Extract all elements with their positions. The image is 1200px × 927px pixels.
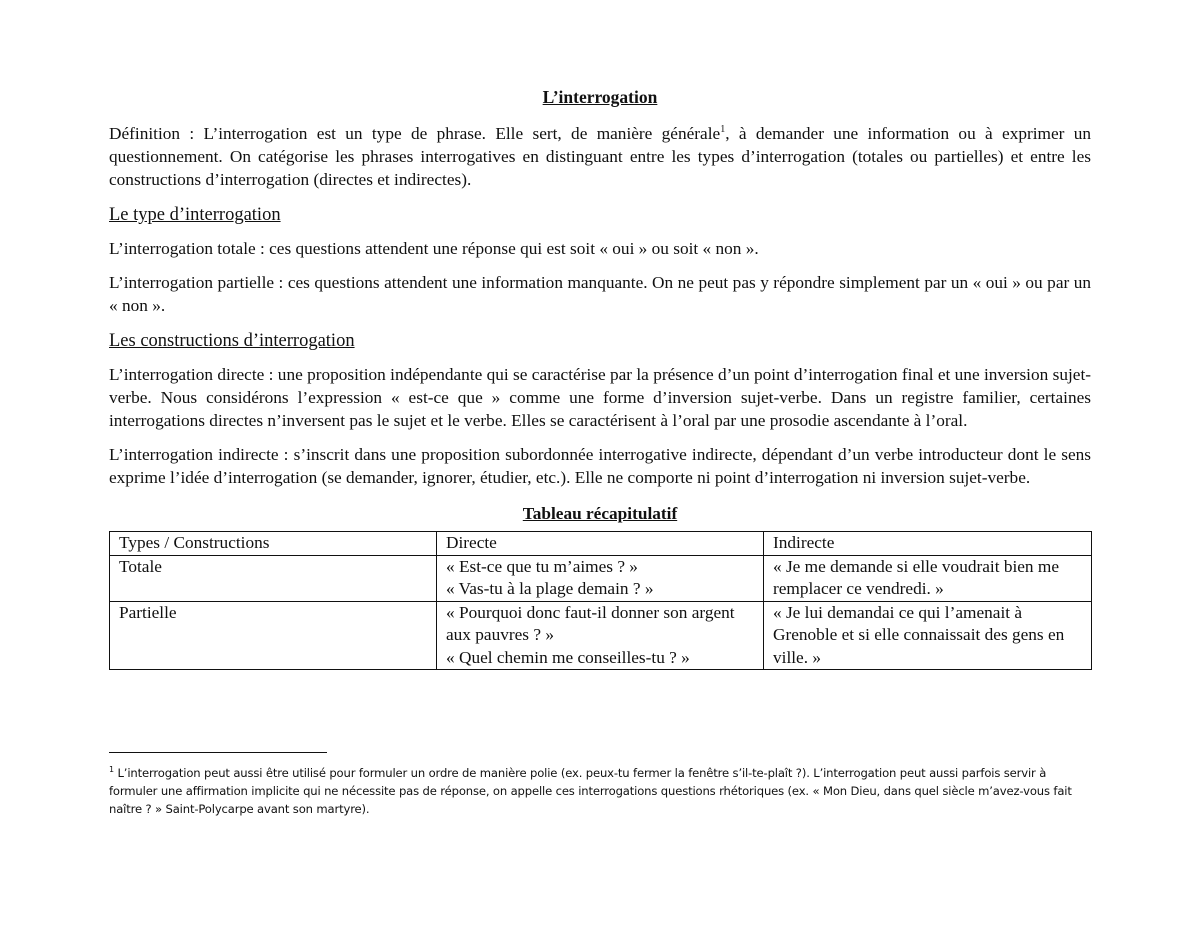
- table-header-cell: Directe: [437, 532, 764, 556]
- paragraph-totale: L’interrogation totale : ces questions attendent une réponse qui est soit « oui » ou soit « non ».: [109, 239, 759, 258]
- definition-text-continued: , à demander une information ou à exprimer un questionnement. On catégorise les phrases interrogatives en distinguant entre les types d’interrogation (totales ou partielles) et entre les constructions d’interrogation (directes et indirectes).: [109, 124, 1091, 189]
- example-line: « Pourquoi donc faut-il donner son argent aux pauvres ? »: [446, 602, 735, 644]
- table-header-row: [110, 532, 1092, 556]
- footnote: [109, 764, 1091, 818]
- table-cell-directe: [437, 601, 764, 670]
- section-heading-type: Le type d’interrogation: [109, 205, 281, 225]
- footnote-separator: [109, 752, 327, 753]
- definition-paragraph: [109, 122, 1091, 191]
- footnote-text: L’interrogation peut aussi être utilisé pour formuler un ordre de manière polie (ex. peux-tu fermer la fenêtre s’il-te-plaît ?). L’interrogation peut aussi parfois servir à formuler une affirmation implicite qui ne nécessite pas de réponse, on appelle ces interrogations questions rhétoriques (ex. « Mon Dieu, dans quel siècle m’avez-vous fait naître ? » Saint-Polycarpe avant son martyre).: [109, 766, 1072, 816]
- page-title: L’interrogation: [542, 87, 658, 107]
- table-header-cell: Types / Constructions: [110, 532, 437, 556]
- example-line: « Vas-tu à la plage demain ? »: [446, 579, 654, 598]
- table-row: [110, 601, 1092, 670]
- definition-text: Définition : L’interrogation est un type de phrase. Elle sert, de manière générale: [109, 124, 721, 143]
- table-cell-type: Totale: [110, 555, 437, 601]
- table-cell-directe: [437, 555, 764, 601]
- table-title: Tableau récapitulatif: [522, 504, 678, 523]
- table-cell-indirecte: « Je lui demandai ce qui l’amenait à Grenoble et si elle connaissait des gens en ville. »: [764, 601, 1092, 670]
- table-cell-indirecte: « Je me demande si elle voudrait bien me remplacer ce vendredi. »: [764, 555, 1092, 601]
- paragraph-partielle: L’interrogation partielle : ces questions attendent une information manquante. On ne peut pas y répondre simplement par un « oui » ou par un « non ».: [109, 273, 1091, 315]
- table-cell-type: Partielle: [110, 601, 437, 670]
- example-line: « Est-ce que tu m’aimes ? »: [446, 556, 638, 576]
- document-body: [109, 86, 1091, 670]
- paragraph-directe: L’interrogation directe : une proposition indépendante qui se caractérise par la présence d’un point d’interrogation final et une inversion sujet-verbe. Nous considérons l’expression « est-ce que » comme une forme d’inversion sujet-verbe. Dans un registre familier, certaines interrogations directes n’inversent pas le sujet et le verbe. Elles se caractérisent à l’oral par une prosodie ascendante à l’oral.: [109, 365, 1091, 430]
- example-line: « Quel chemin me conseilles-tu ? »: [446, 647, 690, 667]
- table-row: [110, 555, 1092, 601]
- summary-table: [109, 531, 1092, 670]
- section-heading-constructions: Les constructions d’interrogation: [109, 331, 355, 351]
- footnote-reference[interactable]: 1: [720, 124, 726, 136]
- paragraph-indirecte: L’interrogation indirecte : s’inscrit dans une proposition subordonnée interrogative indirecte, dépendant d’un verbe introducteur dont le sens exprime l’idée d’interrogation (se demander, ignorer, étudier, etc.). Elle ne comporte ni point d’interrogation ni inversion sujet-verbe.: [109, 445, 1091, 487]
- footnote-number: 1: [109, 765, 114, 775]
- table-header-cell: Indirecte: [764, 532, 1092, 556]
